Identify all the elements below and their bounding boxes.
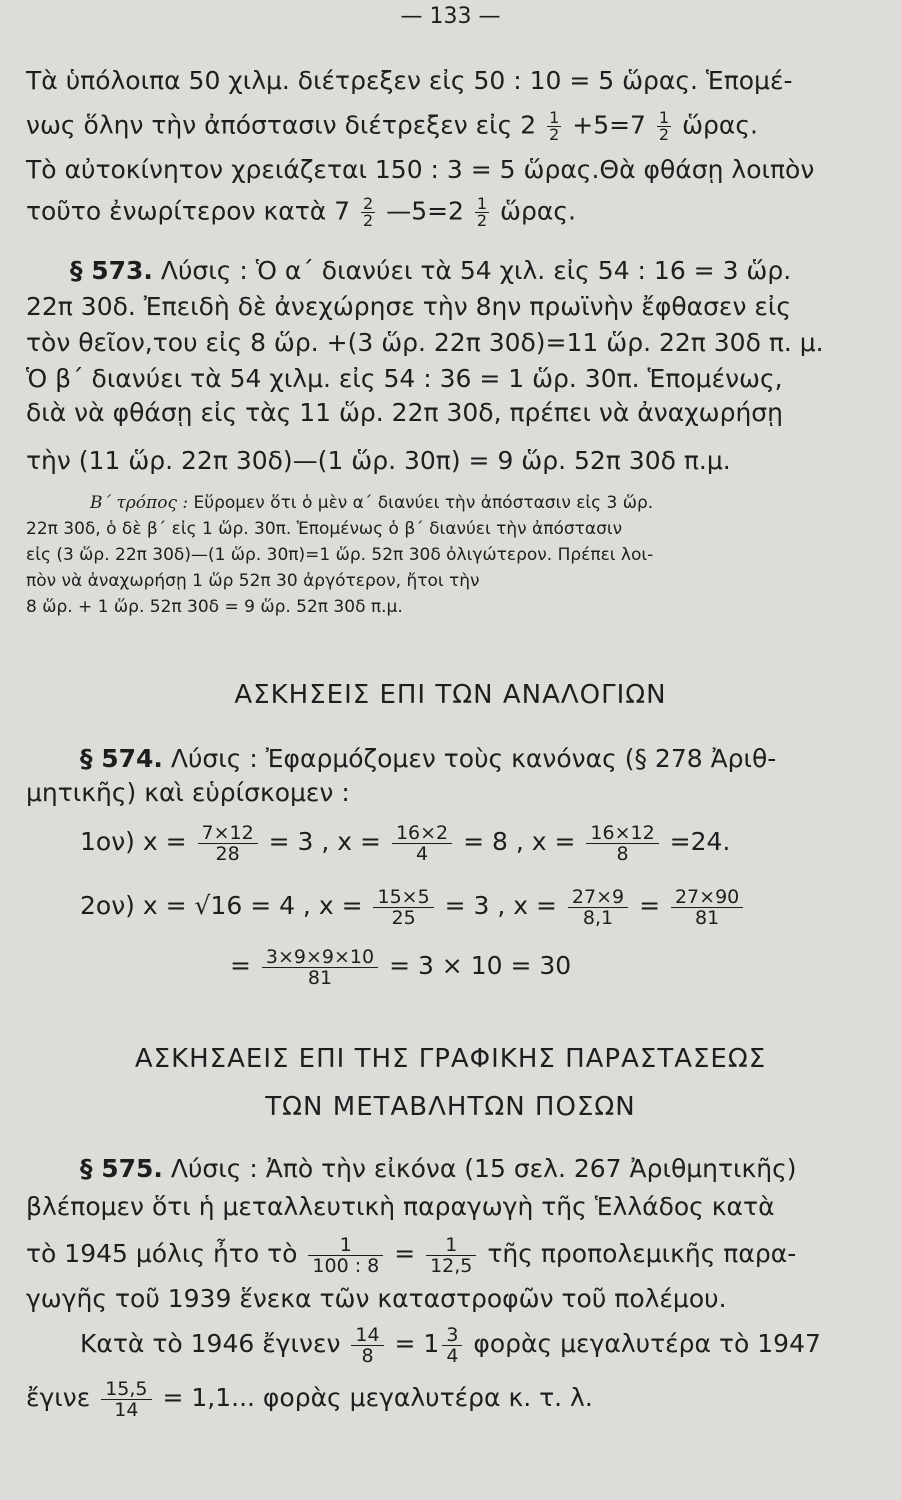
text-line: Β΄ τρόπος : Εὕρομεν ὅτι ὁ μὲν α΄ διανύει τὴν ἀπόστασιν εἰς 3 ὥρ. [90,493,654,513]
text-line: πὸν νὰ ἀναχωρήσῃ 1 ὥρ 52π 30 ἀργότερον, ἤτοι τὴν [26,571,480,591]
fraction: $\frac{1}{100 : 8}$ [308,1235,383,1276]
section-number: § 573. [70,256,153,285]
text-line: Ὁ β΄ διανύει τὰ 54 χιλμ. εἰς 54 : 36 = 1 ὥρ. 30π. Ἑπομένως, [26,364,783,393]
fraction: $\frac{14}{8}$ [351,1325,383,1366]
text-line: γωγῆς τοῦ 1939 ἕνεκα τῶν καταστροφῶν τοῦ πολέμου. [26,1284,727,1313]
fraction: $\frac{2}{2}$ [363,194,374,230]
text-line: τὸν θεῖον,του εἰς 8 ὥρ. +(3 ὥρ. 22π 30δ)=11 ὥρ. 22π 30δ π. μ. [26,328,824,357]
fraction: $\frac{16\times 12}{8}$ [586,823,658,864]
fraction: $\frac{7\times 12}{28}$ [198,823,258,864]
text-line: βλέπομεν ὅτι ἡ μεταλλευτικὴ παραγωγὴ τῆς Ἑλλάδος κατὰ [26,1192,775,1221]
text-line: Τὸ αὐτοκίνητον χρειάζεται 150 : 3 = 5 ὥρας.Θὰ φθάσῃ λοιπὸν [26,155,815,184]
equation-row: = $\frac{3\times 9\times 9\times 10}{81}$ = 3 × 10 = 30 [230,945,572,989]
section-heading: ΑΣΚΗΣΕΙΣ ΕΠΙ ΤΩΝ ΑΝΑΛΟΓΙΩΝ [234,680,667,710]
text-line: 8 ὥρ. + 1 ὥρ. 52π 30δ = 9 ὥρ. 52π 30δ π.μ. [26,597,403,617]
text-line: τὴν (11 ὥρ. 22π 30δ)—(1 ὥρ. 30π) = 9 ὥρ. 52π 30δ π.μ. [26,446,731,475]
text-line: 22π 30δ, ὁ δὲ β΄ εἰς 1 ὥρ. 30π. Ἑπομένως ὁ β΄ διανύει τὴν ἀπόστασιν [26,519,623,539]
page-number: — 133 — [400,4,501,29]
text-line: § 574. Λύσις : Ἐφαρμόζομεν τοὺς κανόνας (§ 278 Ἀριθ- [80,744,777,773]
text-line: Κατὰ τὸ 1946 ἔγινεν $\frac{14}{8}$ = 1 $\frac{3}{4}$ φορὰς μεγαλυτέρα τὸ 1947 [80,1323,821,1367]
fraction: $\frac{1}{12,5}$ [426,1235,476,1276]
fraction: $\frac{15,5}{14}$ [101,1379,151,1420]
text-line: § 575. Λύσις : Ἀπὸ τὴν εἰκόνα (15 σελ. 267 Ἀριθμητικῆς) [80,1154,797,1183]
section-heading: ΑΣΚΗΣΑΕΙΣ ΕΠΙ ΤΗΣ ΓΡΑΦΙΚΗΣ ΠΑΡΑΣΤΑΣΕΩΣ [134,1044,767,1074]
text-line: 22π 30δ. Ἐπειδὴ δὲ ἀνεχώρησε τὴν 8ην πρωϊνὴν ἔφθασεν εἰς [26,292,792,321]
text-line: εἰς (3 ὥρ. 22π 30δ)—(1 ὥρ. 30π)=1 ὥρ. 52π 30δ ὀλιγώτερον. Πρέπει λοι- [26,545,654,565]
text-line: § 573. Λύσις : Ὁ α΄ διανύει τὰ 54 χιλ. εἰς 54 : 16 = 3 ὥρ. [70,256,792,285]
fraction: $\frac{15\times 5}{25}$ [373,887,433,928]
fraction: $\frac{1}{2}$ [658,108,670,144]
fraction: $\frac{3}{4}$ [442,1325,462,1366]
fraction: $\frac{16\times 2}{4}$ [392,823,452,864]
equation-row: 2ον) x = √16 = 4 , x = $\frac{15\times 5}{25}$ = 3 , x = $\frac{27\times 9}{8,1}$ = $\frac{27\times 90}{81}$ [80,884,846,928]
text-line: διὰ νὰ φθάσῃ εἰς τὰς 11 ὥρ. 22π 30δ, πρέπει νὰ ἀναχωρήσῃ [26,398,783,427]
text-line: τὸ 1945 μόλις ἦτο τὸ $\frac{1}{100 : 8}$ = $\frac{1}{12,5}$ τῆς προπολεμικῆς παρα- [26,1233,797,1277]
text-line: ἔγινε $\frac{15,5}{14}$ = 1,1... φορὰς μεγαλυτέρα κ. τ. λ. [26,1377,593,1421]
text-line: τοῦτο ἐνωρίτερον κατὰ 7 $\frac{2}{2}$ —5=2 $\frac{1}{2}$ ὥρας. [26,194,576,230]
equation-row: 1ον) x = $\frac{7\times 12}{28}$ = 3 , x = $\frac{16\times 2}{4}$ = 8 , x = $\frac{16\times 12}{8}$ =24. [80,821,731,865]
section-number: § 574. [80,744,163,773]
fraction: $\frac{3\times 9\times 9\times 10}{81}$ [262,947,378,988]
text-line: μητικῆς) καὶ εὑρίσκομεν : [26,778,350,807]
fraction: $\frac{1}{2}$ [476,194,488,230]
fraction: $\frac{27\times 9}{8,1}$ [568,887,628,928]
fraction: $\frac{1}{2}$ [549,108,560,144]
method-label: Β΄ τρόπος : [90,493,189,513]
text-line: Τὰ ὑπόλοιπα 50 χιλμ. διέτρεξεν εἰς 50 : 10 = 5 ὥρας. Ἑπομέ- [26,66,793,95]
text-line: νως ὅλην τὴν ἀπόστασιν διέτρεξεν εἰς 2 $\frac{1}{2}$ +5=7 $\frac{1}{2}$ ὥρας. [26,108,758,144]
fraction: $\frac{27\times 90}{81}$ [671,887,743,928]
section-number: § 575. [80,1154,163,1183]
section-heading: ΤΩΝ ΜΕΤΑΒΛΗΤΩΝ ΠΟΣΩΝ [265,1092,636,1122]
